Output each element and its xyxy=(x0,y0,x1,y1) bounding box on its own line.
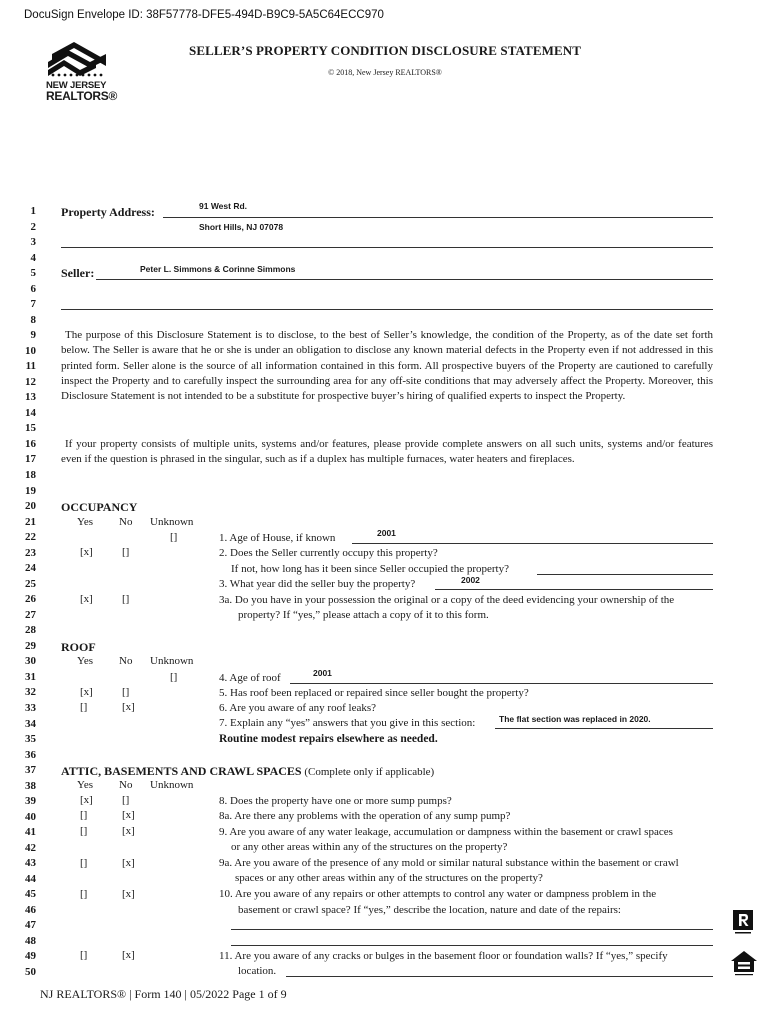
line-number: 40 xyxy=(25,810,36,823)
q1-text: 1. Age of House, if known xyxy=(219,532,336,544)
q3-text: 3. What year did the seller buy the property? xyxy=(219,578,416,590)
q6-text: 6. Are you aware of any roof leaks? xyxy=(219,702,376,714)
line-number: 10 xyxy=(25,344,36,357)
line-number: 12 xyxy=(25,375,36,388)
q11-yes-checkbox[interactable]: [] xyxy=(80,949,88,961)
q9-no-checkbox[interactable]: [x] xyxy=(122,825,135,837)
occupancy-col-no: No xyxy=(119,516,133,528)
q8a-no-checkbox[interactable]: [x] xyxy=(122,809,135,821)
line-number: 17 xyxy=(25,453,36,466)
q3-answer[interactable]: 2002 xyxy=(461,575,480,585)
logo-wordmark: NEW JERSEY REALTORS® xyxy=(46,80,118,103)
q6-yes-checkbox[interactable]: [] xyxy=(80,701,88,713)
q5-text: 5. Has roof been replaced or repaired since seller bought the property? xyxy=(219,687,529,699)
q7-answer-line xyxy=(495,728,713,729)
line-number: 36 xyxy=(25,748,36,761)
property-address-value-2[interactable]: Short Hills, NJ 07078 xyxy=(199,222,284,232)
line-number: 37 xyxy=(25,764,36,777)
property-address-line-2 xyxy=(61,247,713,248)
q2-followup-line xyxy=(537,574,713,575)
line-number: 23 xyxy=(25,546,36,559)
roof-col-unknown: Unknown xyxy=(150,655,194,667)
line-number: 3 xyxy=(30,236,36,249)
line-number: 38 xyxy=(25,779,36,792)
line-number: 11 xyxy=(25,360,36,373)
line-number: 21 xyxy=(25,515,36,528)
q3a-no-checkbox[interactable]: [] xyxy=(122,593,130,605)
q3a-text-line-1: 3a. Do you have in your possession the original or a copy of the deed evidencing your ownership of the xyxy=(219,594,675,606)
roof-col-yes: Yes xyxy=(77,655,94,667)
line-number: 20 xyxy=(25,500,36,513)
property-address-value-1[interactable]: 91 West Rd. xyxy=(199,201,248,211)
seller-line-1 xyxy=(96,279,713,280)
q2-yes-checkbox[interactable]: [x] xyxy=(80,546,93,558)
line-number: 27 xyxy=(25,608,36,621)
attic-col-no: No xyxy=(119,779,133,791)
multiunit-paragraph: If your property consists of multiple units, systems and/or features, please provide complete answers on all such units, systems and/or features even if the question is phrased in the singular, such as if a duplex has multiple furnaces, water heaters and fireplaces. xyxy=(61,438,713,466)
line-number: 19 xyxy=(25,484,36,497)
seller-label: Seller: xyxy=(61,266,95,280)
line-number: 25 xyxy=(25,577,36,590)
line-number: 29 xyxy=(25,639,36,652)
q7-extra-answer[interactable]: Routine modest repairs elsewhere as needed. xyxy=(219,733,438,745)
q11-answer-line xyxy=(286,976,713,977)
roof-col-no: No xyxy=(119,655,133,667)
q8a-yes-checkbox[interactable]: [] xyxy=(80,809,88,821)
q11-text-line-2: location. xyxy=(238,965,277,977)
q4-unknown-checkbox[interactable]: [] xyxy=(170,671,178,683)
line-number: 4 xyxy=(30,251,36,264)
q1-unknown-checkbox[interactable]: [] xyxy=(170,531,178,543)
q9a-text-line-2: spaces or any other areas within any of the structures on the property? xyxy=(235,872,543,884)
seller-value[interactable]: Peter L. Simmons & Corinne Simmons xyxy=(140,264,296,274)
line-number: 41 xyxy=(25,826,36,839)
line-number: 6 xyxy=(30,282,36,295)
q3a-yes-checkbox[interactable]: [x] xyxy=(80,593,93,605)
line-number: 13 xyxy=(25,391,36,404)
line-number: 31 xyxy=(25,670,36,683)
q10-text-line-1: 10. Are you aware of any repairs or other attempts to control any water or dampness problem in the xyxy=(219,888,657,900)
line-number: 47 xyxy=(25,919,36,932)
line-number: 26 xyxy=(25,593,36,606)
roof-heading: ROOF xyxy=(61,640,96,654)
q7-answer[interactable]: The flat section was replaced in 2020. xyxy=(499,714,651,724)
attic-col-yes: Yes xyxy=(77,779,94,791)
q2-no-checkbox[interactable]: [] xyxy=(122,546,130,558)
seller-line-2 xyxy=(61,309,713,310)
line-number: 18 xyxy=(25,469,36,482)
line-number: 14 xyxy=(25,406,36,419)
line-number: 30 xyxy=(25,655,36,668)
q8-text: 8. Does the property have one or more sump pumps? xyxy=(219,795,452,807)
copyright-notice: © 2018, New Jersey REALTORS® xyxy=(328,68,442,77)
q3-answer-line xyxy=(435,589,713,590)
q9-text-line-2: or any other areas within any of the structures on the property? xyxy=(231,841,508,853)
line-number: 15 xyxy=(25,422,36,435)
q6-no-checkbox[interactable]: [x] xyxy=(122,701,135,713)
document-title: SELLER’S PROPERTY CONDITION DISCLOSURE STATEMENT xyxy=(188,43,581,58)
line-number: 48 xyxy=(25,934,36,947)
q8a-text: 8a. Are there any problems with the operation of any sump pump? xyxy=(219,810,511,822)
line-number: 34 xyxy=(25,717,36,730)
envelope-id: DocuSign Envelope ID: 38F57778-DFE5-494D-B9C9-5A5C64ECC970 xyxy=(24,9,384,21)
line-number: 46 xyxy=(25,903,36,916)
attic-heading: ATTIC, BASEMENTS AND CRAWL SPACES xyxy=(61,764,302,778)
line-number: 24 xyxy=(25,562,36,575)
q11-no-checkbox[interactable]: [x] xyxy=(122,949,135,961)
purpose-paragraph: The purpose of this Disclosure Statement is to disclose, to the best of Seller’s knowledge, the condition of the Property, as of the date set forth below. The Seller is aware that he or she is under an obligation to disclose any known material defects in the Property even if not addressed in this printed form. Seller alone is the source of all information contained in this form. All prospective buyers of the Property are cautioned to carefully inspect the Property and to carefully inspect the surrounding area for any off-site conditions that may adversely affect the Property. Moreover, this Disclosure Statement is not intended to be a substitute for prospective buyer’s hiring of qualified experts to inspect the Property. xyxy=(61,329,713,403)
q5-yes-checkbox[interactable]: [x] xyxy=(80,686,93,698)
q4-answer-line xyxy=(290,683,713,684)
q9-yes-checkbox[interactable]: [] xyxy=(80,825,88,837)
line-number: 22 xyxy=(25,531,36,544)
property-address-line-1 xyxy=(163,217,713,218)
line-number: 49 xyxy=(25,950,36,963)
equal-housing-icon xyxy=(730,950,758,976)
q8-no-checkbox[interactable]: [] xyxy=(122,794,130,806)
q2-followup-text: If not, how long has it been since Seller occupied the property? xyxy=(231,563,509,575)
q9a-yes-checkbox[interactable]: [] xyxy=(80,857,88,869)
realtor-r-icon xyxy=(733,910,753,936)
attic-col-unknown: Unknown xyxy=(150,779,194,791)
line-number: 35 xyxy=(25,733,36,746)
line-number: 16 xyxy=(25,437,36,450)
q10-answer-line-2 xyxy=(231,945,713,946)
attic-heading-note: (Complete only if applicable) xyxy=(304,766,435,778)
q11-text-line-1: 11. Are you aware of any cracks or bulges in the basement floor or foundation walls? If “yes,” specify xyxy=(219,950,668,962)
line-number: 32 xyxy=(25,686,36,699)
q7-text: 7. Explain any “yes” answers that you give in this section: xyxy=(219,717,476,729)
q5-no-checkbox[interactable]: [] xyxy=(122,686,130,698)
q9a-no-checkbox[interactable]: [x] xyxy=(122,857,135,869)
q4-answer[interactable]: 2001 xyxy=(313,668,332,678)
line-number: 7 xyxy=(30,298,36,311)
line-number: 45 xyxy=(25,888,36,901)
line-number: 2 xyxy=(30,220,36,233)
attic-heading-row xyxy=(61,764,434,779)
occupancy-col-yes: Yes xyxy=(77,516,94,528)
q9-text-line-1: 9. Are you aware of any water leakage, accumulation or dampness within the basement or crawl spaces xyxy=(219,826,673,838)
line-number: 1 xyxy=(30,205,36,217)
q2-text: 2. Does the Seller currently occupy this property? xyxy=(219,547,438,559)
q10-text-line-2: basement or crawl space? If “yes,” describe the location, nature and date of the repairs: xyxy=(238,904,621,916)
q10-no-checkbox[interactable]: [x] xyxy=(122,888,135,900)
line-number: 33 xyxy=(25,701,36,714)
q1-answer[interactable]: 2001 xyxy=(377,528,396,538)
line-number: 8 xyxy=(30,313,36,326)
q10-answer-line-1 xyxy=(231,929,713,930)
line-number: 42 xyxy=(25,841,36,854)
line-number: 50 xyxy=(25,966,36,978)
line-number: 28 xyxy=(25,624,36,637)
q9a-text-line-1: 9a. Are you aware of the presence of any mold or similar natural substance within the basement or crawl xyxy=(219,857,679,869)
q4-text: 4. Age of roof xyxy=(219,672,281,684)
property-address-label: Property Address: xyxy=(61,205,155,219)
q8-yes-checkbox[interactable]: [x] xyxy=(80,794,93,806)
page-footer: NJ REALTORS® | Form 140 | 05/2022 Page 1 of 9 xyxy=(40,987,287,1001)
occupancy-col-unknown: Unknown xyxy=(150,516,194,528)
line-number: 43 xyxy=(25,857,36,870)
line-number: 44 xyxy=(25,872,36,885)
occupancy-heading: OCCUPANCY xyxy=(61,500,138,514)
q3a-text-line-2: property? If “yes,” please attach a copy of it to this form. xyxy=(238,609,489,621)
line-number: 9 xyxy=(30,329,36,342)
q1-answer-line xyxy=(352,543,713,544)
line-number: 39 xyxy=(25,795,36,808)
q10-yes-checkbox[interactable]: [] xyxy=(80,888,88,900)
line-number: 5 xyxy=(30,267,36,280)
